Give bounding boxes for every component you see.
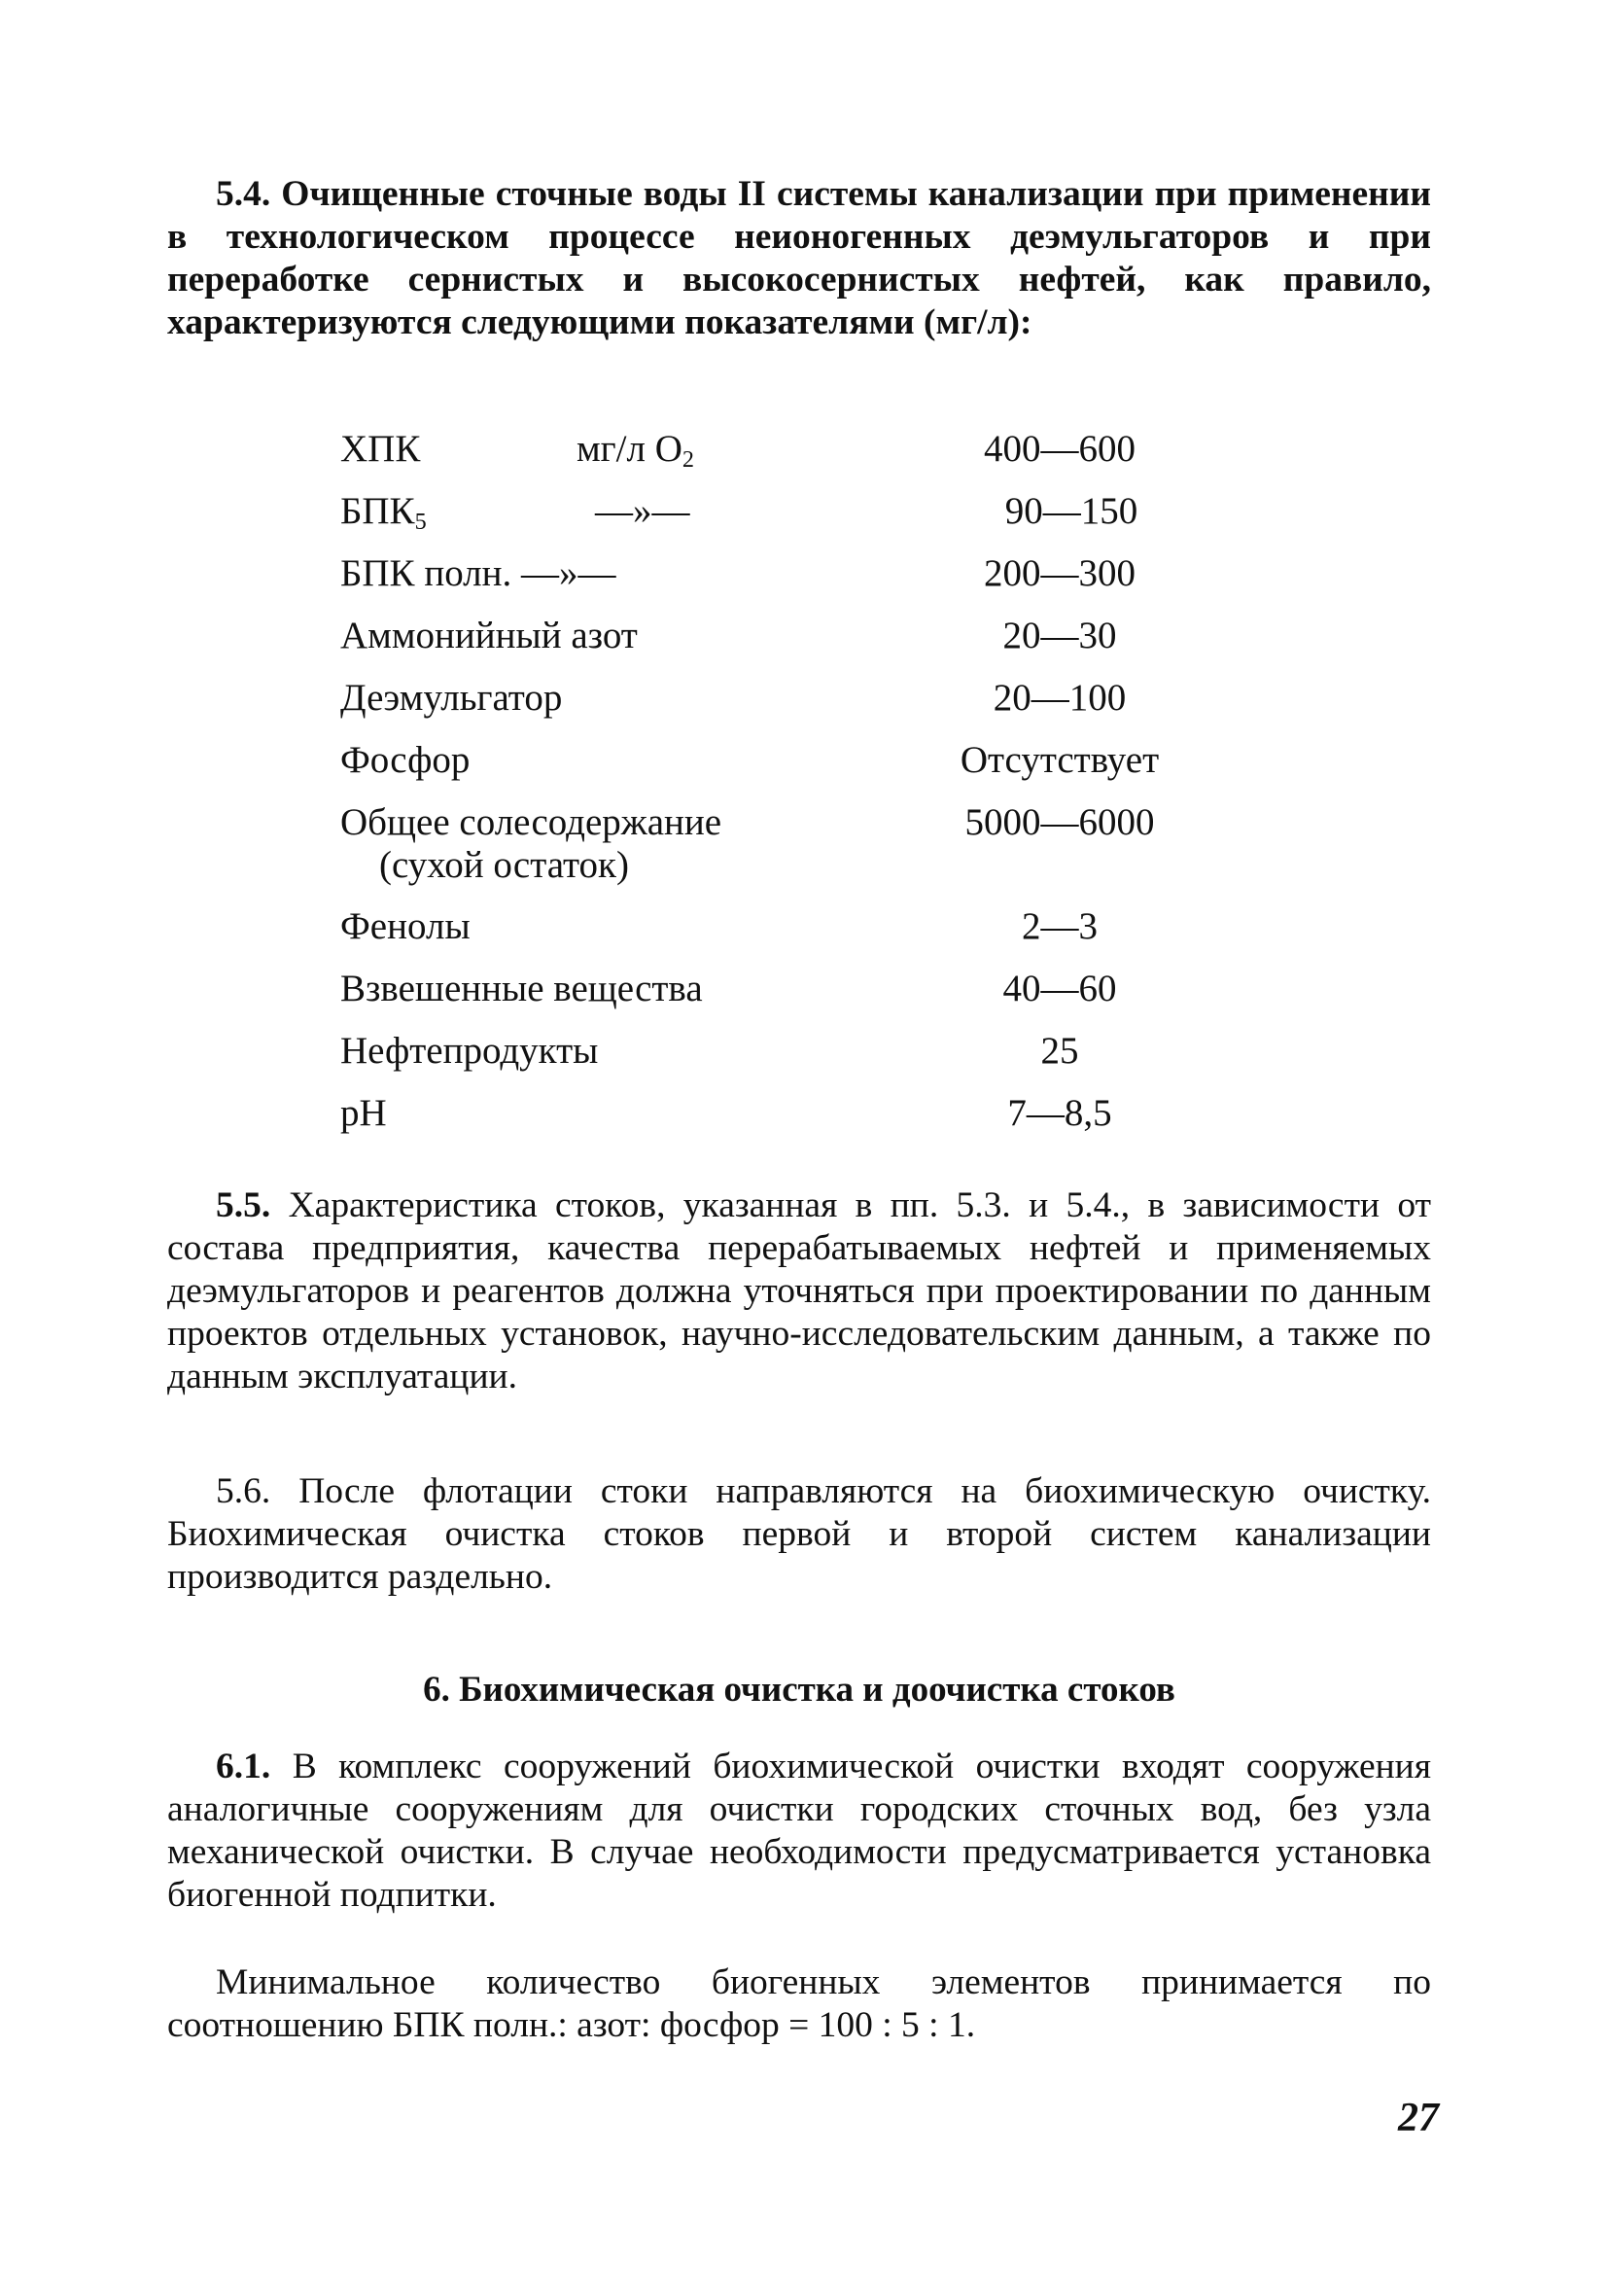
- indicator-name: БПК полн. —»—: [340, 552, 616, 594]
- table-row: [340, 739, 1215, 801]
- page-number: 27: [1398, 2096, 1439, 2140]
- indicator-name: Аммонийный азот: [340, 615, 638, 656]
- indicator-unit: —»—: [595, 490, 690, 532]
- paragraph-5-6: [167, 1470, 1431, 1599]
- indicator-name: Фенолы: [340, 905, 471, 947]
- paragraph-text: В комплекс сооружений биохимической очистки входят сооружения аналогичные сооружениям для очистки городских сточных вод, без узла механической очистки. В случае необходимости предусматривается установка биогенной подпитки.: [167, 1747, 1431, 1915]
- indicator-value: Отсутствует: [960, 739, 1160, 781]
- table-row: [340, 428, 1215, 490]
- paragraph-text: После флотации стоки направляются на биохимическую очистку. Биохимическая очистка стоков первой и второй систем канализации производится раздельно.: [167, 1471, 1431, 1597]
- paragraph-6-1: [167, 1746, 1431, 1917]
- table-row: [340, 677, 1215, 739]
- paragraph-6-1-continued: [167, 1961, 1431, 2047]
- indicator-name: $БПК_5$: [340, 490, 427, 536]
- indicator-value: 25: [1040, 1030, 1079, 1072]
- indicator-name: pH: [340, 1092, 387, 1134]
- indicator-name: Нефтепродукты: [340, 1030, 599, 1072]
- indicator-unit: мг/л $O_2$: [577, 428, 694, 474]
- table-row: [340, 1092, 1215, 1154]
- paragraph-text: Очищенные сточные воды II системы канализации при применении в технологическом процессе неионогенных деэмульгаторов и при переработке сернистых и высокосернистых нефтей, как правило, характеризуются следующими показателями (мг/л):: [167, 174, 1431, 342]
- table-row: [340, 968, 1215, 1030]
- indicator-value: 40—60: [1002, 968, 1117, 1009]
- table-row: [340, 905, 1215, 968]
- indicators-table: [340, 428, 1215, 1154]
- table-row: [340, 801, 1215, 905]
- section-heading: 6. Биохимическая очистка и доочистка стоков: [423, 1670, 1175, 1710]
- clause-number: 5.6.: [216, 1471, 271, 1511]
- indicator-name: ХПК: [340, 428, 421, 470]
- indicator-name: Общее солесодержание (сухой остаток): [340, 801, 722, 886]
- table-row: [340, 615, 1215, 677]
- indicator-unit: —»—: [521, 552, 616, 594]
- clause-number: 5.5.: [216, 1185, 271, 1225]
- paragraph-5-4: [167, 173, 1431, 344]
- indicator-name: Фосфор: [340, 739, 471, 781]
- indicator-value: 200—300: [984, 552, 1136, 594]
- table-row: [340, 552, 1215, 615]
- indicator-value: 7—8,5: [1007, 1092, 1112, 1134]
- indicator-value: 20—30: [1002, 615, 1117, 656]
- paragraph-text: Минимальное количество биогенных элементов принимается по соотношению БПК полн.: азот: фосфор = 100 : 5 : 1.: [167, 1962, 1431, 2045]
- indicator-value: 5000—6000: [964, 801, 1155, 843]
- indicator-value: 20—100: [993, 677, 1127, 719]
- table-row: [340, 490, 1215, 552]
- indicator-name: Деэмульгатор: [340, 677, 563, 719]
- clause-number: 6.1.: [216, 1747, 271, 1786]
- clause-number: 5.4.: [216, 174, 271, 214]
- indicator-value: 90—150: [1004, 490, 1138, 532]
- paragraph-text: Характеристика стоков, указанная в пп. 5.3. и 5.4., в зависимости от состава предприятия, качества перерабатываемых нефтей и применяемых деэмульгаторов и реагентов должна уточняться при проектировании по данным проектов отдельных установок, научно-исследовательским данным, а также по данным эксплуатации.: [167, 1185, 1432, 1396]
- paragraph-5-5: [167, 1184, 1431, 1398]
- indicator-value: 400—600: [984, 428, 1136, 470]
- table-row: [340, 1030, 1215, 1092]
- indicator-value: 2—3: [1022, 905, 1098, 947]
- indicator-name: Взвешенные вещества: [340, 968, 703, 1009]
